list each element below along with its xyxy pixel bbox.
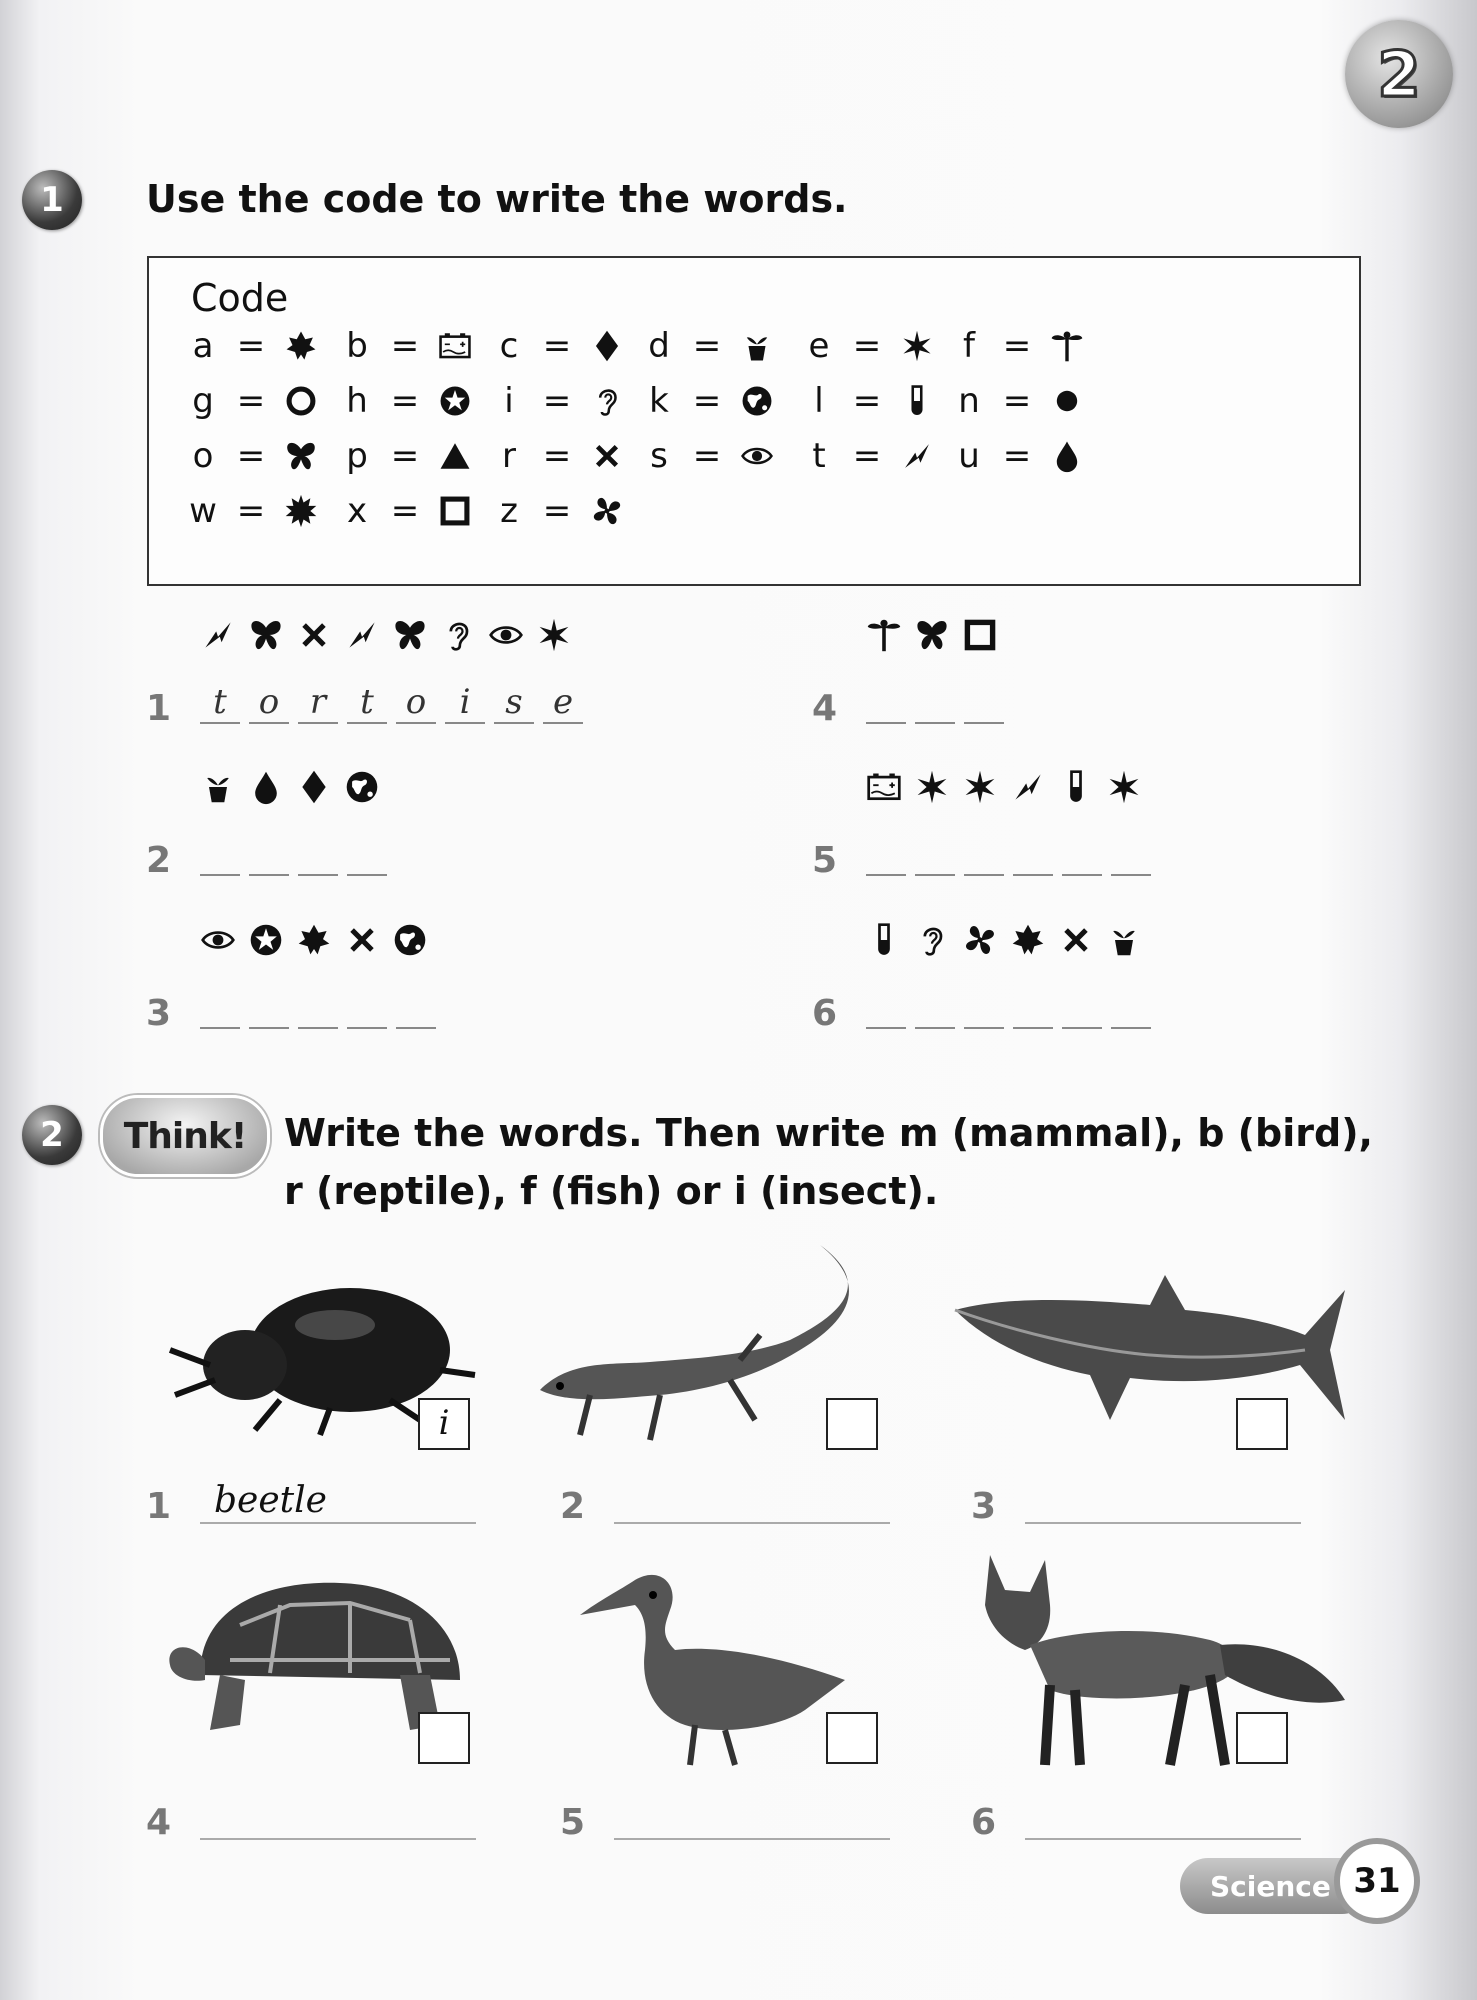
code-symbol: [1045, 439, 1089, 473]
equals-sign: =: [542, 326, 572, 366]
cross-icon: [296, 617, 332, 653]
code-symbol: [433, 329, 477, 363]
equals-sign: =: [692, 381, 722, 421]
letter-blank[interactable]: [964, 834, 1004, 876]
letter-blank[interactable]: [915, 834, 955, 876]
lightning-icon: [900, 439, 934, 473]
code-row: [149, 481, 1359, 541]
code-letter: n: [958, 381, 980, 421]
globe-icon: [740, 384, 774, 418]
code-letter: a: [192, 326, 214, 366]
letter-blank[interactable]: [1062, 987, 1102, 1029]
letter-blank[interactable]: [964, 682, 1004, 724]
code-letter: i: [504, 381, 514, 421]
letter-blank[interactable]: [915, 987, 955, 1029]
letter-blank[interactable]: [396, 987, 436, 1029]
letter-blank[interactable]: o: [396, 682, 436, 724]
code-pair-f: [949, 316, 1089, 376]
diamond-icon: [590, 329, 624, 363]
letter-blank[interactable]: [1013, 987, 1053, 1029]
equals-sign: =: [390, 381, 420, 421]
code-pair-x: [337, 481, 477, 541]
letter-blank[interactable]: [298, 987, 338, 1029]
code-symbol: [1045, 329, 1089, 363]
ear-icon: [590, 384, 624, 418]
question-number: 4: [146, 1802, 172, 1843]
code-row: [149, 316, 1359, 376]
code-pair-k: [639, 371, 779, 431]
code-pair-u: [949, 426, 1089, 486]
letter-blank[interactable]: [964, 987, 1004, 1029]
code-letter: u: [958, 436, 980, 476]
dragonfly-icon: [1050, 329, 1084, 363]
code-letter: t: [812, 436, 826, 476]
answer-line-3[interactable]: [1025, 1480, 1301, 1524]
equals-sign: =: [852, 326, 882, 366]
cross-icon: [590, 439, 624, 473]
six-point-star-icon: [962, 769, 998, 805]
code-letter: g: [192, 381, 214, 421]
cipher-1: [200, 610, 584, 660]
code-symbol: [433, 384, 477, 418]
equals-sign: =: [692, 326, 722, 366]
equals-sign: =: [1002, 381, 1032, 421]
globe-icon: [392, 922, 428, 958]
letter-blank[interactable]: e: [543, 682, 583, 724]
letter-blank[interactable]: [249, 987, 289, 1029]
letter-blank[interactable]: [1013, 834, 1053, 876]
code-symbol: [895, 329, 939, 363]
plant-pot-icon: [740, 329, 774, 363]
butterfly-icon: [914, 617, 950, 653]
lightning-icon: [200, 617, 236, 653]
equals-sign: =: [852, 436, 882, 476]
code-letter: d: [648, 326, 670, 366]
letter-blank[interactable]: [1111, 987, 1151, 1029]
letter-blank[interactable]: [915, 682, 955, 724]
code-pair-b: [337, 316, 477, 376]
question-number: 2: [146, 840, 172, 881]
test-tube-icon: [866, 922, 902, 958]
code-letter: r: [502, 436, 516, 476]
code-pair-g: [183, 371, 323, 431]
answer-line-4[interactable]: [200, 1796, 476, 1840]
category-box-5[interactable]: [826, 1712, 878, 1764]
six-point-star-icon: [900, 329, 934, 363]
question-number: 3: [146, 993, 172, 1034]
duck-image: [575, 1560, 855, 1770]
answer-line-6[interactable]: [1025, 1796, 1301, 1840]
code-pair-p: [337, 426, 477, 486]
answer-blanks-5: [866, 830, 1160, 876]
code-symbol: [895, 384, 939, 418]
equals-sign: =: [542, 491, 572, 531]
answer-blanks-6: [866, 983, 1160, 1029]
code-letter: c: [499, 326, 519, 366]
ear-icon: [914, 922, 950, 958]
code-symbol: [279, 494, 323, 528]
exercise-1-number: 1: [22, 170, 82, 230]
cross-icon: [344, 922, 380, 958]
code-letter: l: [814, 381, 824, 421]
letter-blank[interactable]: [1062, 834, 1102, 876]
ear-icon: [440, 617, 476, 653]
leaf-icon: [284, 329, 318, 363]
code-symbol: [1045, 384, 1089, 418]
letter-blank[interactable]: [347, 987, 387, 1029]
code-pair-w: [183, 481, 323, 541]
code-pair-a: [183, 316, 323, 376]
letter-blank[interactable]: t: [347, 682, 387, 724]
letter-blank[interactable]: [200, 834, 240, 876]
letter-blank[interactable]: r: [298, 682, 338, 724]
battery-icon: [438, 329, 472, 363]
letter-blank[interactable]: t: [200, 682, 240, 724]
question-number: 3: [971, 1486, 997, 1527]
exercise-2-instruction-line1: Write the words. Then write m (mammal), b (bird),: [284, 1111, 1373, 1155]
answer-blanks-4: [866, 678, 1013, 724]
question-number: 4: [812, 688, 838, 729]
equals-sign: =: [236, 491, 266, 531]
code-pair-c: [489, 316, 629, 376]
answer-line-1[interactable]: beetle: [200, 1480, 476, 1524]
code-pair-r: [489, 426, 629, 486]
code-symbol: [895, 439, 939, 473]
letter-blank[interactable]: [298, 834, 338, 876]
battery-icon: [866, 769, 902, 805]
question-number: 5: [560, 1802, 586, 1843]
sun-icon: [284, 494, 318, 528]
letter-blank[interactable]: [866, 987, 906, 1029]
fan-icon: [962, 922, 998, 958]
lightning-icon: [1010, 769, 1046, 805]
answer-line-5[interactable]: [614, 1796, 890, 1840]
equals-sign: =: [852, 381, 882, 421]
test-tube-icon: [1058, 769, 1094, 805]
category-box-2[interactable]: [826, 1398, 878, 1450]
triangle-icon: [438, 439, 472, 473]
code-letter: s: [650, 436, 668, 476]
globe-icon: [344, 769, 380, 805]
code-letter: x: [346, 491, 368, 531]
code-letter: k: [649, 381, 669, 421]
six-point-star-icon: [914, 769, 950, 805]
equals-sign: =: [236, 381, 266, 421]
question-number: 2: [560, 1486, 586, 1527]
cipher-3: [200, 915, 440, 965]
code-letter: w: [189, 491, 217, 531]
code-symbol: [585, 329, 629, 363]
cipher-6: [866, 915, 1154, 965]
answer-blanks-1: [200, 678, 592, 724]
code-symbol: [735, 329, 779, 363]
equals-sign: =: [1002, 326, 1032, 366]
equals-sign: =: [390, 436, 420, 476]
fan-icon: [590, 494, 624, 528]
question-number: 6: [971, 1802, 997, 1843]
letter-blank[interactable]: [200, 987, 240, 1029]
butterfly-icon: [284, 439, 318, 473]
letter-blank[interactable]: i: [445, 682, 485, 724]
code-letter: e: [808, 326, 830, 366]
cross-icon: [1058, 922, 1094, 958]
category-box-6[interactable]: [1236, 1712, 1288, 1764]
code-pair-e: [799, 316, 939, 376]
question-number: 6: [812, 993, 838, 1034]
leaf-icon: [1010, 922, 1046, 958]
code-pair-l: [799, 371, 939, 431]
code-letter: o: [192, 436, 214, 476]
code-symbol: [585, 384, 629, 418]
square-icon: [962, 617, 998, 653]
code-pair-z: [489, 481, 629, 541]
dot-icon: [1050, 384, 1084, 418]
think-badge: Think!: [100, 1095, 270, 1177]
code-pair-d: [639, 316, 779, 376]
eye-icon: [200, 922, 236, 958]
exercise-1-instruction: Use the code to write the words.: [146, 177, 848, 221]
code-symbol: [735, 384, 779, 418]
letter-blank[interactable]: [866, 834, 906, 876]
code-symbol: [279, 439, 323, 473]
ring-icon: [284, 384, 318, 418]
code-symbol: [585, 439, 629, 473]
equals-sign: =: [1002, 436, 1032, 476]
star-circle-icon: [438, 384, 472, 418]
letter-blank[interactable]: [347, 834, 387, 876]
code-pair-n: [949, 371, 1089, 431]
answer-line-2[interactable]: [614, 1480, 890, 1524]
code-pair-s: [639, 426, 779, 486]
star-circle-icon: [248, 922, 284, 958]
dragonfly-icon: [866, 617, 902, 653]
code-pair-t: [799, 426, 939, 486]
shark-image: [950, 1270, 1350, 1440]
butterfly-icon: [248, 617, 284, 653]
question-number: 5: [812, 840, 838, 881]
plant-pot-icon: [1106, 922, 1142, 958]
category-box-4[interactable]: [418, 1712, 470, 1764]
eye-icon: [740, 439, 774, 473]
code-symbol: [279, 384, 323, 418]
eye-icon: [488, 617, 524, 653]
test-tube-icon: [900, 384, 934, 418]
code-symbol: [433, 494, 477, 528]
category-box-1[interactable]: i: [418, 1398, 470, 1450]
code-symbol: [735, 439, 779, 473]
question-number: 1: [146, 688, 172, 729]
code-letter: z: [500, 491, 518, 531]
page-number: 31: [1334, 1838, 1420, 1924]
leaf-icon: [296, 922, 332, 958]
question-number: 1: [146, 1486, 172, 1527]
equals-sign: =: [390, 326, 420, 366]
code-row: [149, 371, 1359, 431]
fox-image: [970, 1550, 1350, 1780]
answer-blanks-3: [200, 983, 445, 1029]
unit-number-badge: 2: [1345, 20, 1453, 128]
equals-sign: =: [236, 326, 266, 366]
drop-icon: [248, 769, 284, 805]
equals-sign: =: [542, 381, 572, 421]
letter-blank[interactable]: o: [249, 682, 289, 724]
exercise-2-number: 2: [22, 1105, 82, 1165]
category-box-3[interactable]: [1236, 1398, 1288, 1450]
code-symbol: [585, 494, 629, 528]
code-title: Code: [191, 276, 289, 320]
butterfly-icon: [392, 617, 428, 653]
lightning-icon: [344, 617, 380, 653]
code-letter: b: [346, 326, 368, 366]
letter-blank[interactable]: [866, 682, 906, 724]
answer-blanks-2: [200, 830, 396, 876]
letter-blank[interactable]: s: [494, 682, 534, 724]
code-key-box: [147, 256, 1361, 586]
equals-sign: =: [692, 436, 722, 476]
code-pair-o: [183, 426, 323, 486]
code-letter: f: [963, 326, 975, 366]
equals-sign: =: [236, 436, 266, 476]
diamond-icon: [296, 769, 332, 805]
six-point-star-icon: [536, 617, 572, 653]
cipher-5: [866, 762, 1154, 812]
exercise-2-instruction-line2: r (reptile), f (fish) or i (insect).: [284, 1169, 939, 1213]
code-letter: h: [346, 381, 368, 421]
equals-sign: =: [390, 491, 420, 531]
code-pair-i: [489, 371, 629, 431]
letter-blank[interactable]: [249, 834, 289, 876]
equals-sign: =: [542, 436, 572, 476]
code-letter: p: [346, 436, 368, 476]
letter-blank[interactable]: [1111, 834, 1151, 876]
square-icon: [438, 494, 472, 528]
section-tab: Science: [1180, 1858, 1370, 1914]
drop-icon: [1050, 439, 1084, 473]
plant-pot-icon: [200, 769, 236, 805]
six-point-star-icon: [1106, 769, 1142, 805]
code-symbol: [433, 439, 477, 473]
cipher-4: [866, 610, 1010, 660]
code-row: [149, 426, 1359, 486]
code-pair-h: [337, 371, 477, 431]
code-symbol: [279, 329, 323, 363]
cipher-2: [200, 762, 392, 812]
